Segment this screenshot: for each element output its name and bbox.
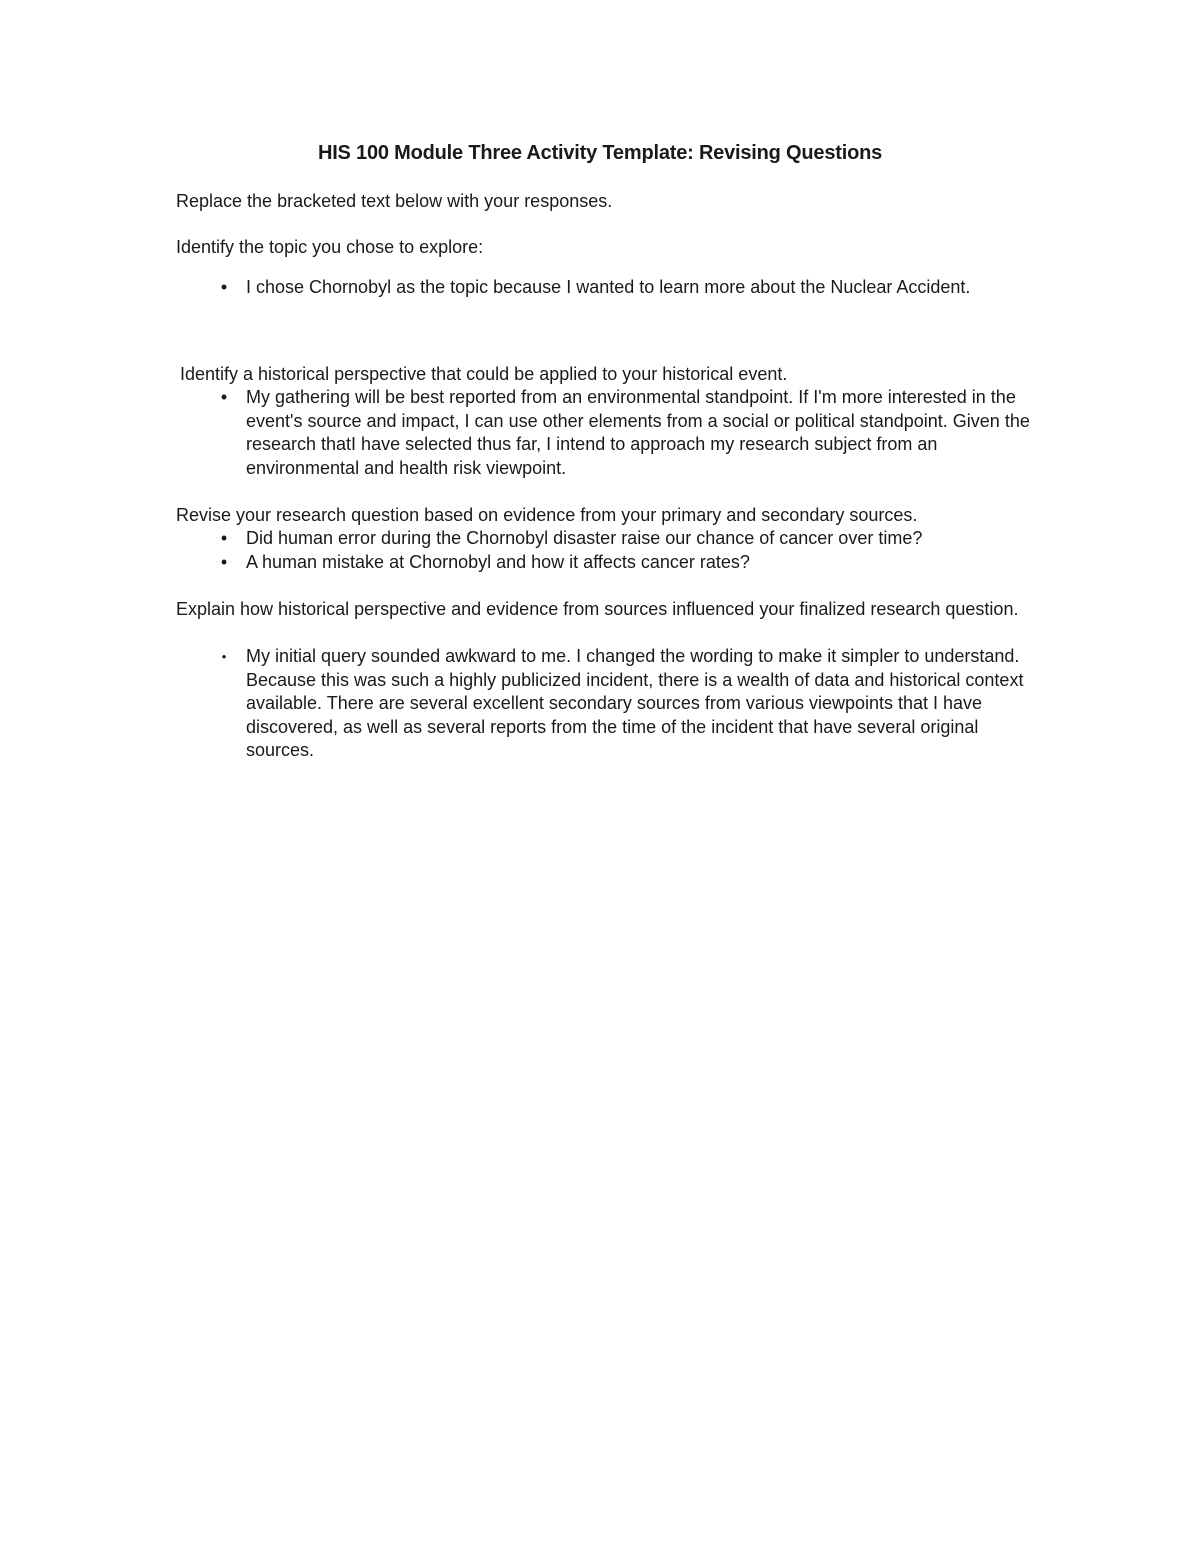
section-2-list — [176, 386, 1046, 480]
section-2-item-1-text: My gathering will be best reported from an environmental standpoint. If I'm more interested in the event's source and impact, I can use other elements from a social or political standpoint. Given the research thatI have selected thus far, I intend to approach my research subject from an environmental and health risk viewpoint. — [246, 387, 1030, 478]
section-3-prompt: Revise your research question based on evidence from your primary and secondary sources. — [176, 505, 918, 525]
list-item — [176, 527, 1046, 551]
section-1-list — [176, 276, 1046, 300]
list-item — [176, 551, 1046, 575]
list-item — [176, 276, 1046, 300]
section-4-item-1-text: My initial query sounded awkward to me. I changed the wording to make it simpler to understand. Because this was such a highly publicized incident, there is a wealth of data and historical context available. There are several excellent secondary sources from various viewpoints that I have discovered, as well as several reports from the time of the incident that have several original sources. — [246, 646, 1024, 760]
list-item — [176, 645, 1046, 763]
section-4-prompt: Explain how historical perspective and evidence from sources influenced your finalized research question. — [176, 599, 1019, 619]
section-4-list — [176, 645, 1046, 763]
bullet-icon: • — [220, 551, 228, 572]
bullet-icon: • — [220, 277, 228, 297]
bullet-icon: • — [221, 649, 227, 664]
instructions-text: Replace the bracketed text below with your responses. — [176, 191, 613, 211]
section-1-prompt: Identify the topic you chose to explore: — [176, 237, 484, 257]
section-2-prompt: Identify a historical perspective that could be applied to your historical event. — [180, 364, 788, 384]
section-3-item-1-text: Did human error during the Chornobyl disaster raise our chance of cancer over time? — [246, 528, 923, 548]
bullet-icon: • — [220, 528, 228, 548]
document-title: HIS 100 Module Three Activity Template: Revising Questions — [317, 142, 883, 164]
section-3-item-2-text: A human mistake at Chornobyl and how it affects cancer rates? — [246, 551, 750, 572]
list-item — [176, 386, 1046, 480]
section-1-item-1-text: I chose Chornobyl as the topic because I wanted to learn more about the Nuclear Accident. — [246, 277, 971, 297]
section-3-list — [176, 527, 1046, 574]
bullet-icon: • — [220, 387, 228, 407]
